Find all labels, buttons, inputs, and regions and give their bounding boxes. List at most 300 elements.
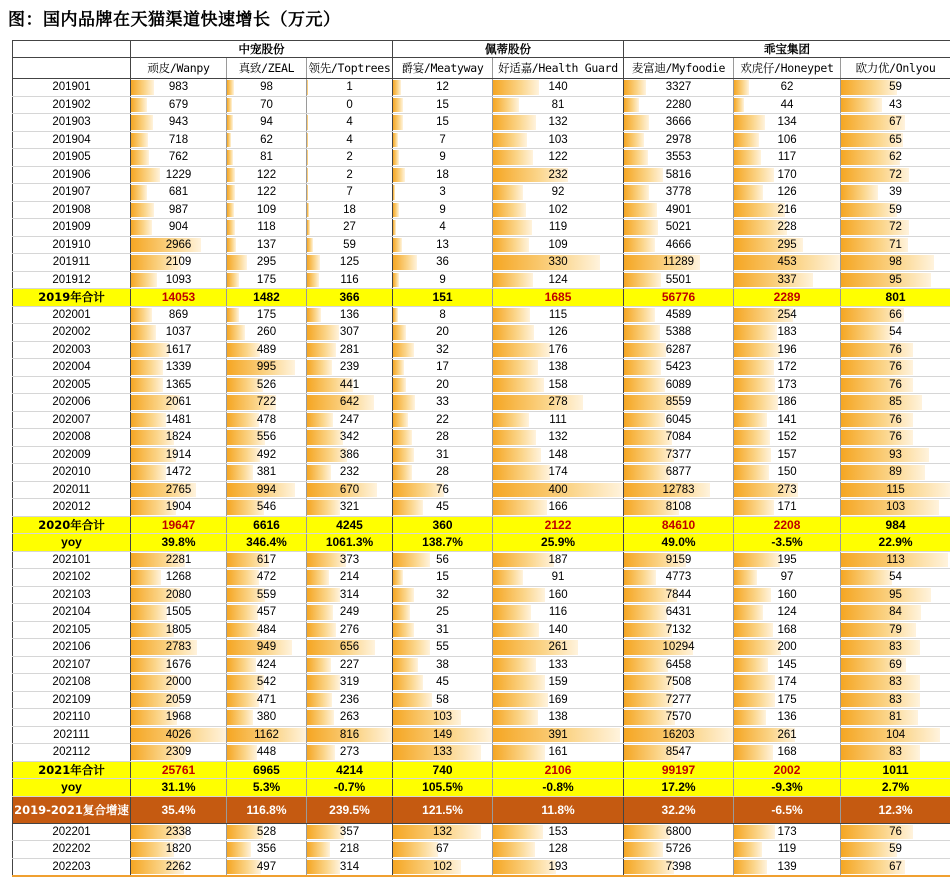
data-bar	[493, 273, 533, 288]
row-label: 201903	[13, 114, 131, 132]
cell-value: 20	[436, 379, 449, 391]
data-cell	[493, 709, 624, 727]
data-bar	[131, 605, 167, 620]
data-cell	[307, 499, 393, 517]
yoy-value: 22.9%	[841, 534, 950, 552]
data-bar	[841, 693, 920, 708]
data-cell	[131, 823, 227, 841]
cell-value: 239	[340, 361, 359, 373]
row-label: 202003	[13, 341, 131, 359]
cell-value: 59	[343, 239, 356, 251]
data-bar	[841, 710, 918, 725]
month-row	[13, 79, 950, 97]
data-cell	[624, 858, 734, 876]
data-cell	[734, 621, 841, 639]
cell-value: 542	[257, 676, 276, 688]
data-cell	[307, 823, 393, 841]
data-cell	[624, 236, 734, 254]
data-bar	[131, 413, 166, 428]
data-cell	[393, 823, 493, 841]
data-cell	[307, 219, 393, 237]
cell-value: 126	[548, 326, 567, 338]
data-cell	[841, 429, 950, 447]
month-row	[13, 656, 950, 674]
data-bar	[624, 570, 656, 585]
data-cell	[624, 271, 734, 289]
data-cell	[131, 499, 227, 517]
data-cell	[624, 499, 734, 517]
data-cell	[227, 858, 307, 876]
data-bar	[227, 220, 235, 235]
data-bar	[131, 325, 156, 340]
data-cell	[734, 376, 841, 394]
cell-value: 1805	[166, 624, 192, 636]
data-cell	[841, 359, 950, 377]
cell-value: 81	[260, 151, 273, 163]
data-bar	[734, 133, 759, 148]
data-bar	[307, 238, 313, 253]
data-bar	[307, 430, 343, 445]
cell-value: 4	[346, 134, 352, 146]
cell-value: 1914	[166, 449, 192, 461]
total-value: 2208	[734, 516, 841, 534]
data-cell	[841, 586, 950, 604]
data-cell	[624, 841, 734, 859]
data-bar	[227, 80, 234, 95]
month-row	[13, 481, 950, 499]
cell-value: 126	[777, 186, 796, 198]
data-bar	[734, 465, 769, 480]
data-bar	[624, 605, 667, 620]
data-cell	[227, 481, 307, 499]
data-cell	[131, 376, 227, 394]
cagr-row	[13, 796, 950, 823]
data-bar	[734, 675, 775, 690]
data-bar	[131, 308, 152, 323]
cell-value: 93	[889, 449, 902, 461]
data-cell	[734, 114, 841, 132]
data-bar	[393, 448, 414, 463]
data-cell	[393, 341, 493, 359]
cell-value: 6458	[666, 659, 692, 671]
cell-value: 65	[889, 134, 902, 146]
data-cell	[393, 411, 493, 429]
cell-value: 28	[436, 466, 449, 478]
data-bar	[131, 168, 160, 183]
cell-value: 149	[433, 729, 452, 741]
data-cell	[307, 236, 393, 254]
cell-value: 175	[257, 309, 276, 321]
cell-value: 1505	[166, 606, 192, 618]
data-bar	[393, 413, 408, 428]
data-bar	[734, 150, 761, 165]
cell-value: 186	[777, 396, 796, 408]
data-bar	[493, 360, 538, 375]
cell-value: 526	[257, 379, 276, 391]
data-cell	[227, 499, 307, 517]
cell-value: 2109	[166, 256, 192, 268]
data-cell	[393, 691, 493, 709]
cell-value: 54	[889, 571, 902, 583]
data-cell	[131, 306, 227, 324]
month-row	[13, 411, 950, 429]
data-cell	[393, 639, 493, 657]
data-cell	[493, 744, 624, 762]
data-cell	[307, 841, 393, 859]
total-value: 19647	[131, 516, 227, 534]
data-cell	[393, 254, 493, 272]
data-cell	[624, 201, 734, 219]
cell-value: 31	[436, 449, 449, 461]
cell-value: 119	[549, 221, 567, 233]
cell-value: 140	[548, 624, 567, 636]
cell-value: 125	[340, 256, 359, 268]
data-cell	[841, 394, 950, 412]
cell-value: 160	[548, 589, 567, 601]
data-cell	[493, 254, 624, 272]
data-bar	[624, 238, 655, 253]
cell-value: 1339	[166, 361, 192, 373]
data-bar	[131, 185, 147, 200]
cell-value: 171	[777, 501, 796, 513]
cell-value: 1904	[166, 501, 192, 513]
data-cell	[493, 551, 624, 569]
row-label: 201908	[13, 201, 131, 219]
data-cell	[493, 621, 624, 639]
data-bar	[307, 360, 332, 375]
data-bar	[734, 80, 749, 95]
month-row	[13, 254, 950, 272]
data-cell	[841, 341, 950, 359]
data-bar	[624, 658, 667, 673]
data-cell	[493, 823, 624, 841]
data-bar	[624, 185, 649, 200]
data-bar	[227, 842, 251, 857]
cell-value: 115	[886, 484, 904, 496]
cell-value: 132	[548, 116, 567, 128]
data-cell	[227, 166, 307, 184]
data-bar	[227, 133, 231, 148]
cell-value: 132	[548, 431, 567, 443]
data-bar	[493, 98, 519, 113]
data-cell	[227, 464, 307, 482]
cell-value: 168	[777, 746, 796, 758]
data-cell	[734, 166, 841, 184]
data-cell	[493, 201, 624, 219]
cell-value: 2966	[166, 239, 192, 251]
month-row	[13, 551, 950, 569]
data-cell	[734, 446, 841, 464]
data-bar	[393, 98, 403, 113]
data-bar	[841, 360, 913, 375]
data-bar	[841, 745, 920, 760]
data-cell	[131, 464, 227, 482]
total-value: 56776	[624, 289, 734, 307]
data-cell	[393, 551, 493, 569]
total-value: 2106	[493, 761, 624, 779]
cell-value: 1824	[166, 431, 192, 443]
data-cell	[393, 446, 493, 464]
data-bar	[493, 842, 535, 857]
data-cell	[493, 219, 624, 237]
data-cell	[393, 219, 493, 237]
data-cell	[734, 184, 841, 202]
data-cell	[624, 726, 734, 744]
row-label: 202201	[13, 823, 131, 841]
data-cell	[227, 551, 307, 569]
data-cell	[493, 691, 624, 709]
cell-value: 176	[548, 344, 567, 356]
cell-value: 263	[340, 711, 359, 723]
data-cell	[131, 131, 227, 149]
total-value: 2122	[493, 516, 624, 534]
data-bar	[493, 255, 600, 270]
cell-value: 31	[436, 624, 449, 636]
cell-value: 247	[340, 414, 359, 426]
data-bar	[131, 98, 147, 113]
total-value: 1482	[227, 289, 307, 307]
data-cell	[307, 464, 393, 482]
cell-value: 1472	[166, 466, 192, 478]
cell-value: 5388	[666, 326, 692, 338]
cell-value: 95	[889, 274, 902, 286]
data-cell	[624, 149, 734, 167]
data-bar	[624, 203, 657, 218]
data-cell	[493, 271, 624, 289]
cell-value: 69	[889, 659, 902, 671]
cell-value: 39	[889, 186, 902, 198]
data-cell	[307, 201, 393, 219]
cell-value: 295	[777, 239, 796, 251]
cagr-value: 12.3%	[841, 796, 950, 823]
cell-value: 670	[340, 484, 359, 496]
data-cell	[493, 464, 624, 482]
row-label: 202009	[13, 446, 131, 464]
data-bar	[131, 220, 152, 235]
cell-value: 136	[340, 309, 359, 321]
month-row	[13, 394, 950, 412]
cell-value: 161	[548, 746, 567, 758]
cell-value: 138	[548, 711, 567, 723]
data-bar	[131, 273, 157, 288]
cagr-value: 35.4%	[131, 796, 227, 823]
cell-value: 216	[777, 204, 796, 216]
cell-value: 7	[346, 186, 352, 198]
data-cell	[841, 149, 950, 167]
cell-value: 995	[257, 361, 276, 373]
month-row	[13, 674, 950, 692]
cell-value: 62	[889, 151, 902, 163]
cell-value: 15	[436, 99, 449, 111]
data-cell	[734, 709, 841, 727]
data-cell	[493, 394, 624, 412]
data-cell	[734, 674, 841, 692]
month-row	[13, 569, 950, 587]
yoy-value: 1061.3%	[307, 534, 393, 552]
cell-value: 133	[433, 746, 452, 758]
data-cell	[624, 481, 734, 499]
cell-value: 994	[257, 484, 276, 496]
cell-value: 6089	[666, 379, 692, 391]
cell-value: 260	[257, 326, 276, 338]
data-bar	[493, 500, 547, 515]
data-cell	[307, 359, 393, 377]
cell-value: 36	[436, 256, 449, 268]
data-bar	[493, 745, 545, 760]
cell-value: 70	[260, 99, 273, 111]
month-row	[13, 184, 950, 202]
data-cell	[307, 639, 393, 657]
cell-value: 111	[549, 414, 566, 426]
cell-value: 528	[257, 826, 276, 838]
cell-value: 3666	[666, 116, 692, 128]
cell-value: 261	[777, 729, 796, 741]
cell-value: 150	[777, 466, 796, 478]
data-cell	[493, 586, 624, 604]
data-bar	[841, 430, 913, 445]
data-cell	[624, 359, 734, 377]
row-label: 2021年合计	[13, 761, 131, 779]
cell-value: 159	[548, 676, 567, 688]
data-cell	[734, 656, 841, 674]
month-row	[13, 306, 950, 324]
cell-value: 33	[436, 396, 449, 408]
cell-value: 98	[260, 81, 273, 93]
cell-value: 7132	[666, 624, 692, 636]
cell-value: 228	[777, 221, 796, 233]
yoy-value: 105.5%	[393, 779, 493, 797]
data-bar	[307, 185, 308, 200]
data-bar	[493, 605, 531, 620]
cell-value: 1229	[166, 169, 192, 181]
data-cell	[841, 114, 950, 132]
cell-value: 391	[548, 729, 567, 741]
data-cell	[131, 691, 227, 709]
cell-value: 1968	[166, 711, 192, 723]
cell-value: 6431	[666, 606, 692, 618]
row-label: yoy	[13, 779, 131, 797]
cell-value: 83	[889, 641, 902, 653]
data-cell	[227, 691, 307, 709]
data-bar	[624, 168, 663, 183]
cell-value: 79	[889, 624, 902, 636]
data-bar	[307, 825, 344, 840]
cell-value: 453	[777, 256, 796, 268]
cell-value: 722	[257, 396, 276, 408]
cell-value: 28	[436, 431, 449, 443]
cell-value: 4773	[666, 571, 692, 583]
month-row	[13, 341, 950, 359]
row-label: 202106	[13, 639, 131, 657]
data-cell	[841, 184, 950, 202]
row-label: 202011	[13, 481, 131, 499]
data-cell	[393, 236, 493, 254]
data-cell	[227, 324, 307, 342]
cell-value: 2783	[166, 641, 192, 653]
data-bar	[227, 623, 260, 638]
data-bar	[493, 710, 538, 725]
data-cell	[227, 639, 307, 657]
cell-value: 2765	[166, 484, 192, 496]
cell-value: 148	[548, 449, 567, 461]
data-cell	[227, 306, 307, 324]
month-row	[13, 621, 950, 639]
cell-value: 11289	[663, 256, 694, 268]
data-bar	[307, 658, 331, 673]
data-bar	[734, 378, 774, 393]
data-bar	[841, 675, 920, 690]
row-label: 201902	[13, 96, 131, 114]
data-cell	[841, 639, 950, 657]
data-cell	[734, 219, 841, 237]
data-cell	[227, 376, 307, 394]
data-cell	[624, 464, 734, 482]
cell-value: 122	[257, 186, 276, 198]
month-row	[13, 96, 950, 114]
cell-value: 617	[257, 554, 276, 566]
cell-value: 497	[257, 861, 276, 873]
data-cell	[131, 79, 227, 97]
cell-value: 330	[548, 256, 567, 268]
data-cell	[841, 726, 950, 744]
cell-value: 321	[340, 501, 359, 513]
cell-value: 6877	[666, 466, 692, 478]
cell-value: 281	[340, 344, 359, 356]
data-cell	[393, 131, 493, 149]
data-cell	[131, 254, 227, 272]
data-bar	[393, 570, 403, 585]
data-cell	[734, 341, 841, 359]
cell-value: 18	[436, 169, 449, 181]
cell-value: 200	[777, 641, 796, 653]
data-cell	[624, 674, 734, 692]
data-cell	[227, 96, 307, 114]
cell-value: 1617	[166, 344, 192, 356]
cell-value: 357	[340, 826, 359, 838]
data-cell	[131, 184, 227, 202]
yoy-value: 346.4%	[227, 534, 307, 552]
cell-value: 175	[777, 694, 796, 706]
data-bar	[393, 623, 414, 638]
data-bar	[734, 168, 774, 183]
data-cell	[393, 114, 493, 132]
data-bar	[841, 465, 925, 480]
data-cell	[493, 96, 624, 114]
cell-value: 556	[257, 431, 276, 443]
cell-value: 642	[340, 396, 359, 408]
data-bar	[734, 395, 778, 410]
cell-value: 76	[889, 379, 902, 391]
data-cell	[131, 201, 227, 219]
data-cell	[393, 324, 493, 342]
brand-header-row	[13, 58, 950, 79]
data-cell	[624, 306, 734, 324]
cell-value: 95	[889, 589, 902, 601]
cell-value: 55	[436, 641, 449, 653]
cell-value: 13	[436, 239, 449, 251]
row-label: yoy	[13, 534, 131, 552]
data-cell	[393, 429, 493, 447]
cell-value: 109	[548, 239, 567, 251]
yoy-row	[13, 534, 950, 552]
cell-value: 5021	[666, 221, 692, 233]
data-cell	[307, 114, 393, 132]
data-cell	[131, 236, 227, 254]
cell-value: 59	[889, 204, 902, 216]
yoy-value: 2.7%	[841, 779, 950, 797]
data-bar	[841, 325, 892, 340]
cell-value: 102	[433, 861, 452, 873]
